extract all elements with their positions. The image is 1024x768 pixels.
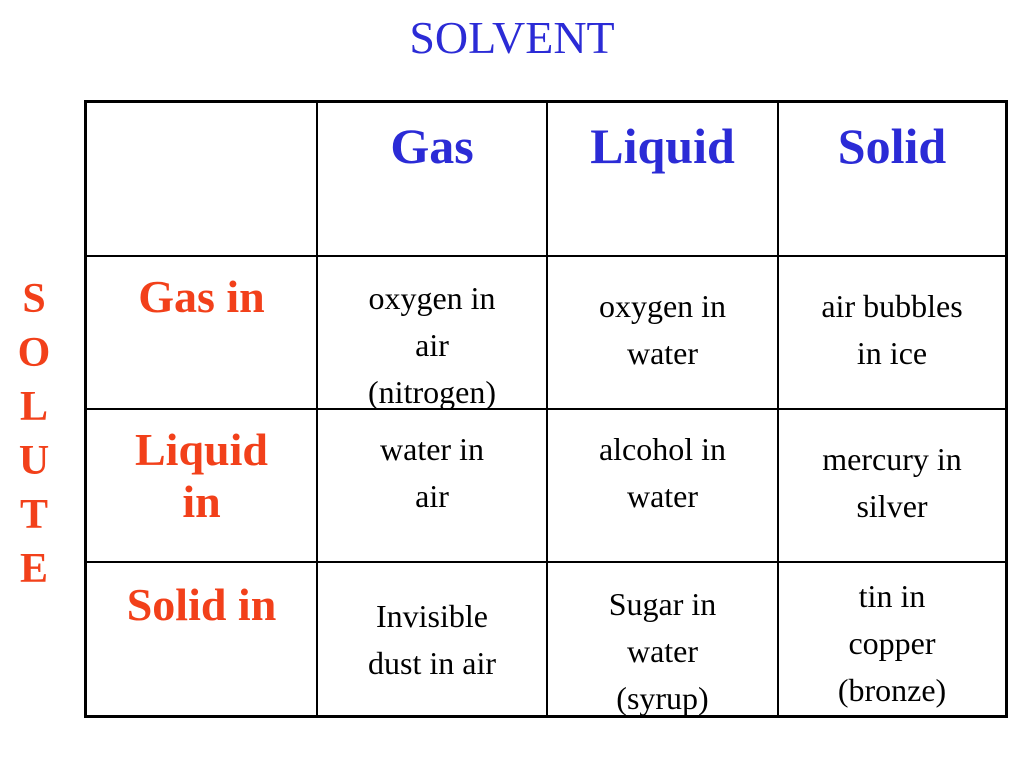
table-corner-cell — [87, 103, 318, 257]
row-header-label: Liquid in — [135, 424, 268, 527]
row-header-label: Solid in — [126, 579, 277, 630]
example-text: tin in copper (bronze) — [837, 578, 947, 708]
example-text: water in air — [380, 431, 484, 514]
slide-title: SOLVENT — [409, 12, 615, 63]
table-cell — [548, 257, 779, 410]
example-text: oxygen in air (nitrogen) — [368, 280, 496, 410]
solution-types-table — [84, 100, 1008, 718]
solute-letter: U — [18, 438, 50, 484]
example-text: air bubbles in ice — [821, 288, 963, 371]
table-cell — [779, 563, 1005, 715]
solute-vertical-label — [14, 272, 54, 596]
example-text: Invisible dust in air — [368, 598, 496, 681]
solute-letter: E — [19, 546, 48, 592]
example-text: oxygen in water — [598, 288, 727, 371]
example-text: Sugar in water (syrup) — [608, 586, 717, 716]
solute-letter: O — [17, 330, 51, 376]
row-header-label: Gas in — [138, 271, 265, 322]
table-cell — [318, 410, 548, 563]
column-header-solid: Solid — [779, 103, 1005, 257]
example-text: mercury in silver — [822, 441, 962, 524]
solute-letter: S — [22, 276, 46, 322]
table-cell — [548, 563, 779, 715]
solute-letter: L — [19, 384, 48, 430]
row-header-liquid-in — [87, 410, 318, 563]
row-header-solid-in — [87, 563, 318, 715]
column-header-gas: Gas — [318, 103, 548, 257]
table-cell — [318, 563, 548, 715]
column-header-liquid: Liquid — [548, 103, 779, 257]
table-cell — [779, 257, 1005, 410]
solute-letter: T — [19, 492, 48, 538]
row-header-gas-in — [87, 257, 318, 410]
table-cell — [548, 410, 779, 563]
table-cell — [318, 257, 548, 410]
table-cell — [779, 410, 1005, 563]
example-text: alcohol in water — [598, 431, 727, 514]
